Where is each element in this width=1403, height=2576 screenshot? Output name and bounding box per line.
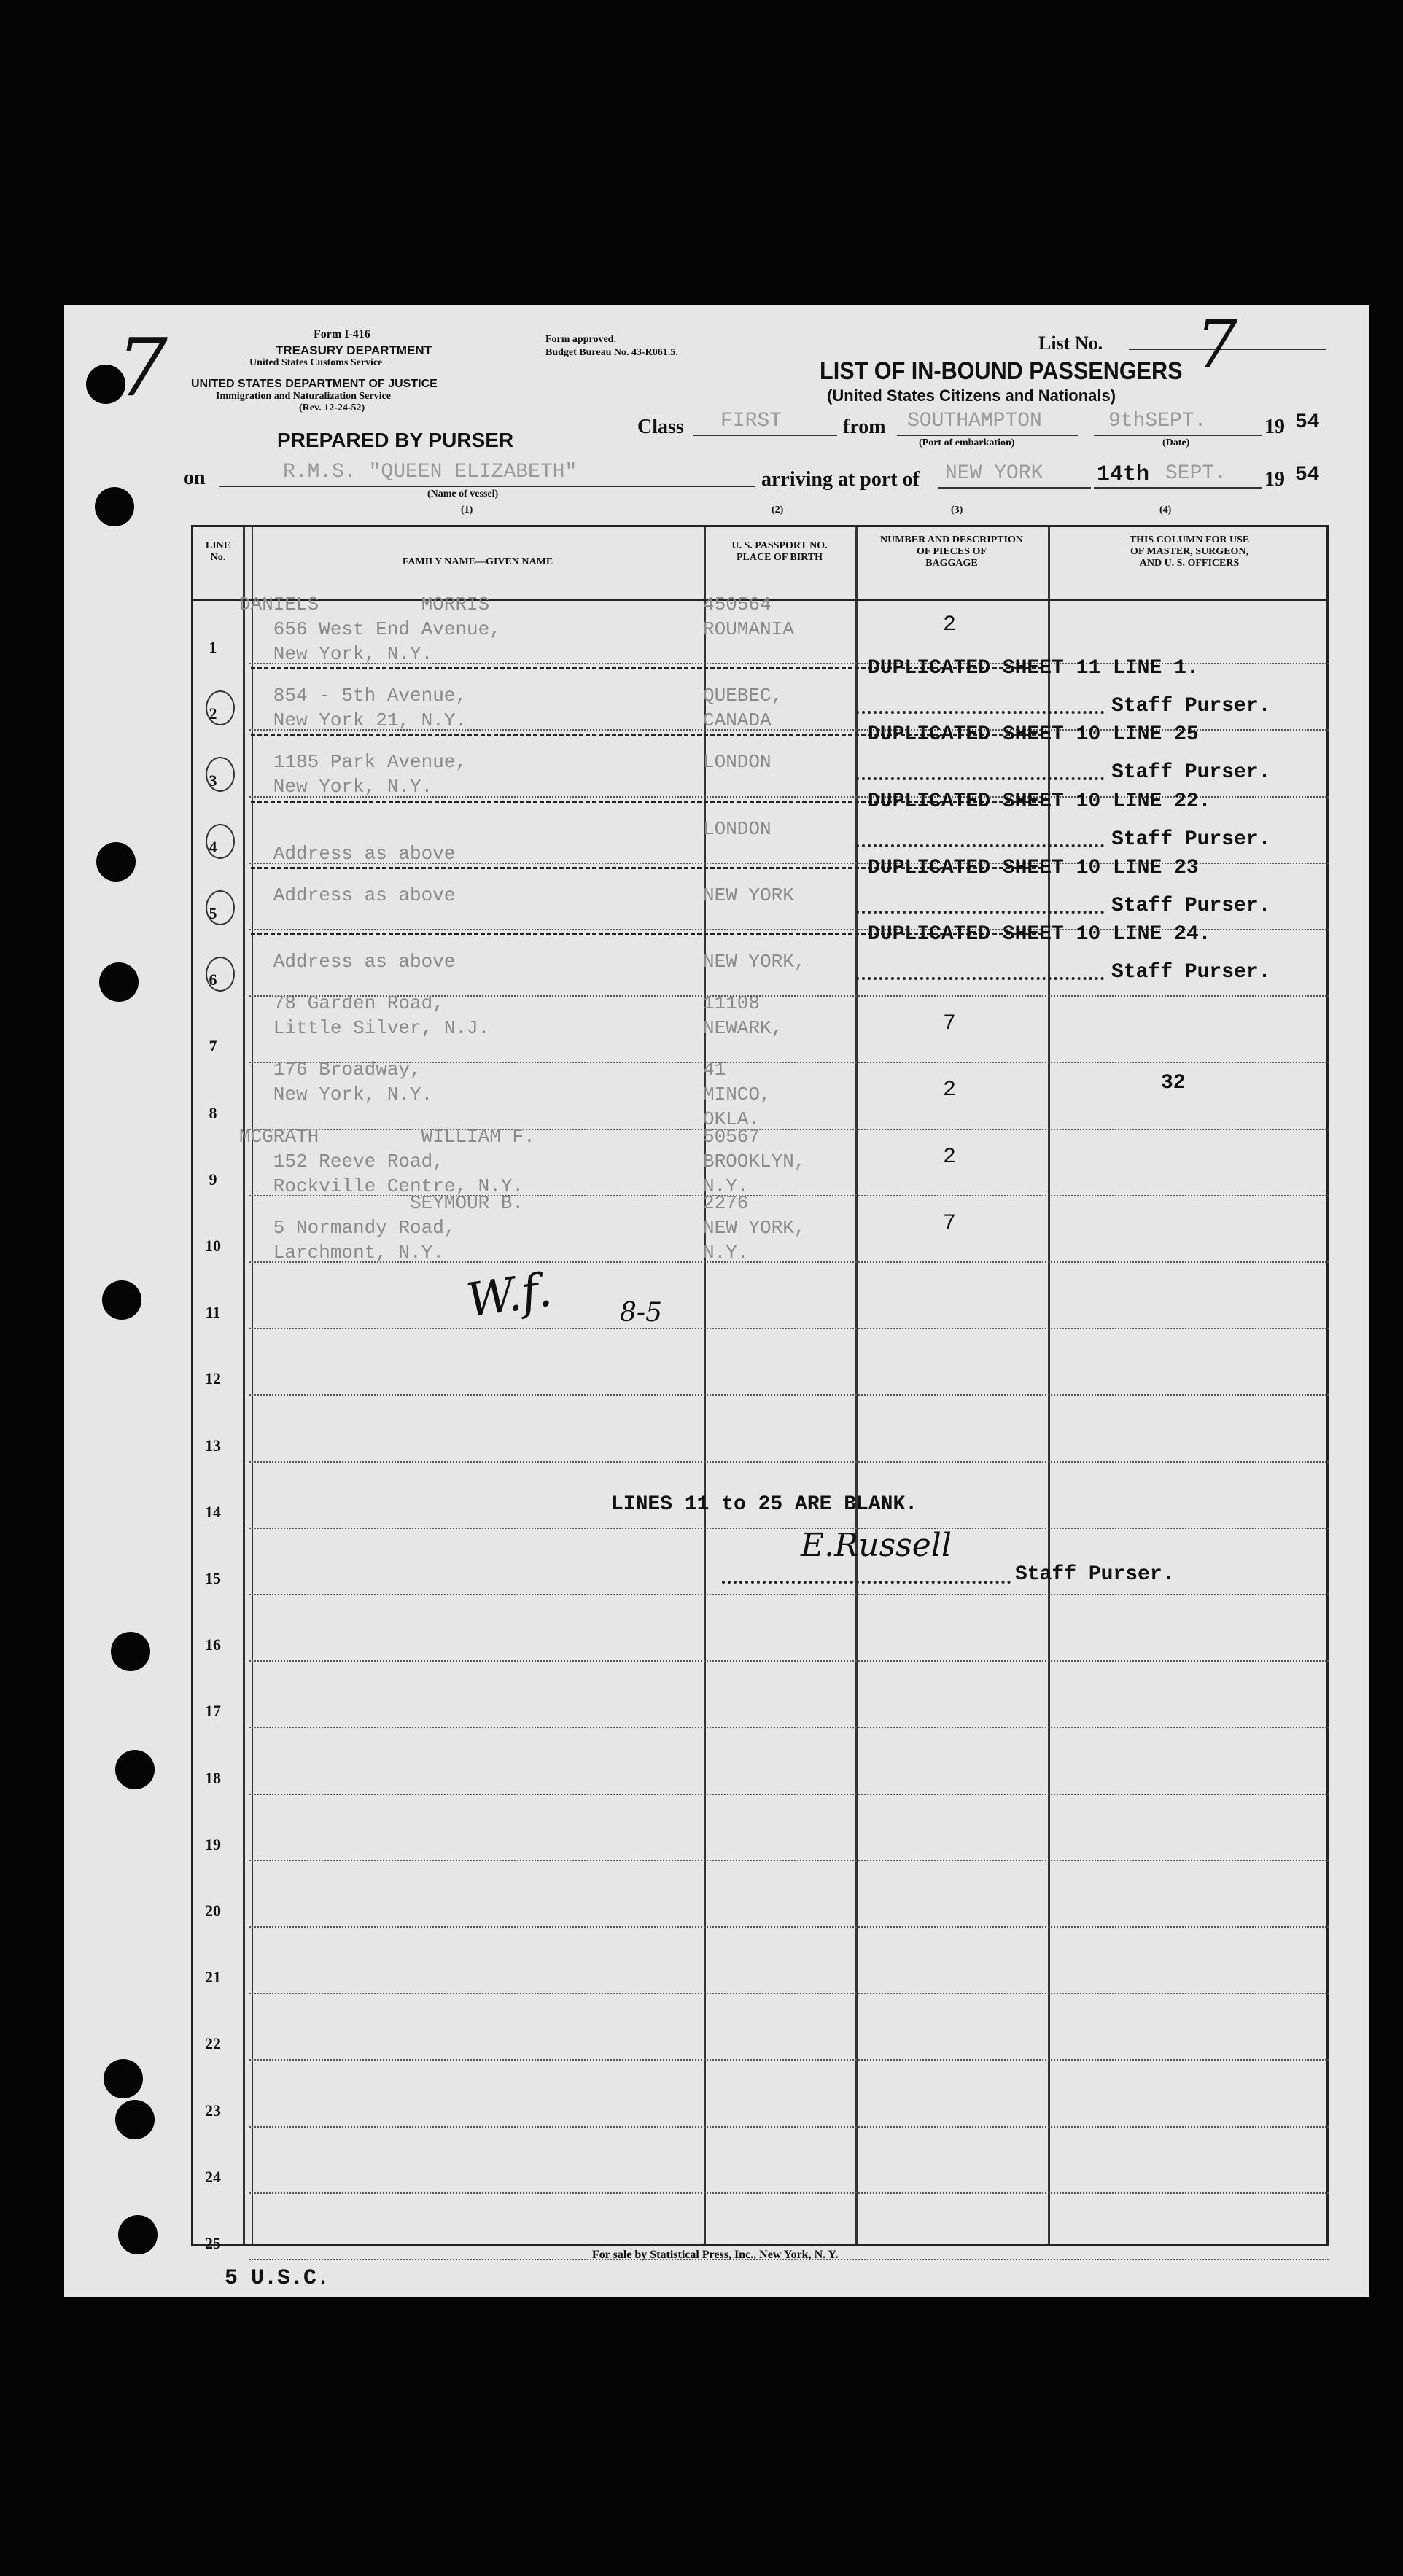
punch-hole [102, 1280, 141, 1320]
baggage-count: 7 [942, 1011, 956, 1037]
row-separator [249, 1328, 1329, 1329]
prepared-by: PREPARED BY PURSER [277, 429, 514, 451]
budget-bureau: Budget Bureau No. 43-R061.5. [545, 347, 678, 358]
baggage-count: 2 [942, 1144, 956, 1170]
row-separator [249, 2126, 1329, 2128]
row-separator [249, 1926, 1329, 1928]
line-number: 10 [205, 1237, 221, 1255]
arriving-label: arriving at port of [761, 468, 920, 491]
passenger-name-address: 176 Broadway, New York, N.Y. [273, 1059, 433, 1106]
passenger-name-address: Address as above [273, 884, 456, 906]
from-label: from [843, 416, 886, 438]
line-number: 20 [205, 1902, 221, 1920]
line-number: 25 [205, 2234, 221, 2252]
baggage-count: 7 [942, 1210, 956, 1236]
line-number: 19 [205, 1834, 221, 1853]
class-value: FIRST [720, 410, 782, 432]
punch-hole [118, 2215, 158, 2254]
col-header-baggage: NUMBER AND DESCRIPTION OF PIECES OF BAGGAGE [879, 534, 1024, 569]
passport-birthplace: LONDON [703, 751, 772, 774]
departure-date: 9thSEPT. [1108, 410, 1207, 432]
punch-hole [96, 842, 136, 882]
ins-service: Immigration and Naturalization Service [216, 391, 391, 402]
line-number: 7 [209, 1037, 217, 1056]
col-num-3: (3) [951, 505, 963, 515]
port-caption: (Port of embarkation) [919, 437, 1015, 448]
revision: (Rev. 12-24-52) [299, 402, 365, 413]
departure-year: 54 [1295, 411, 1320, 434]
staff-purser-sign: Staff Purser. [1111, 761, 1271, 785]
row-separator [249, 2059, 1329, 2061]
row-separator [249, 1528, 1329, 1529]
passenger-name-address: Address as above [273, 951, 456, 973]
line-number: 3 [209, 771, 217, 790]
passport-birthplace: 2276 NEW YORK, N.Y. [703, 1191, 806, 1264]
signature-dots [856, 977, 1104, 980]
row-separator [249, 1794, 1329, 1795]
customs-service: United States Customs Service [249, 357, 383, 368]
class-label: Class [637, 416, 684, 438]
form-title: LIST OF IN-BOUND PASSENGERS [820, 357, 1183, 385]
passport-birthplace: 41 MINCO, OKLA. [703, 1059, 772, 1131]
vessel-name: R.M.S. "QUEEN ELIZABETH" [283, 461, 578, 483]
arrival-year: 54 [1295, 464, 1320, 486]
row-separator [249, 1394, 1329, 1396]
line-number: 11 [205, 1303, 221, 1322]
passenger-name-address: Address as above [273, 842, 456, 865]
blank-staff-purser: Staff Purser. [1015, 1563, 1175, 1586]
row-separator [249, 1993, 1329, 1994]
treasury-dept: TREASURY DEPARTMENT [276, 343, 432, 357]
punch-hole [115, 1750, 155, 1789]
passenger-name-address: SEYMOUR B. 5 Normandy Road, Larchmont, N.Y. [273, 1191, 524, 1264]
officer-note: 8-5 [620, 1298, 662, 1328]
staff-purser-sign: Staff Purser. [1111, 961, 1271, 984]
signature-dots [856, 844, 1104, 847]
punch-hole [99, 962, 139, 1002]
col-header-officers: THIS COLUMN FOR USE OF MASTER, SURGEON, AND U. S. OFFICERS [1129, 534, 1250, 569]
punch-hole [104, 2059, 143, 2098]
passenger-name-address: MCGRATH WILLIAM F. 152 Reeve Road, Rockville Centre, N.Y. [239, 1125, 535, 1197]
form-number: Form I-416 [314, 328, 370, 341]
passport-birthplace: 50567 BROOKLYN, N.Y. [703, 1125, 806, 1197]
row-separator [249, 2192, 1329, 2194]
passport-birthplace: NEW YORK, [703, 951, 806, 973]
passenger-name-address: 1185 Park Avenue, New York, N.Y. [273, 751, 467, 798]
line-number: 24 [205, 2167, 221, 2186]
baggage-count: 2 [942, 1078, 956, 1103]
line-number: 9 [209, 1170, 217, 1188]
line-number: 5 [209, 904, 217, 922]
baggage-count: 2 [942, 612, 956, 637]
col-num-4: (4) [1159, 505, 1172, 515]
passport-birthplace: LONDON [703, 817, 772, 840]
col-header-name: FAMILY NAME—GIVEN NAME [402, 556, 553, 567]
line-number: 21 [205, 1968, 221, 1987]
staff-purser-sign: Staff Purser. [1111, 828, 1271, 851]
col-num-2: (2) [772, 505, 784, 515]
passenger-name-address: 854 - 5th Avenue, New York 21, N.Y. [273, 685, 467, 732]
vessel-caption: (Name of vessel) [427, 489, 499, 499]
line-number: 15 [205, 1569, 221, 1587]
passenger-name-address: DANIELS MORRIS 656 West End Avenue, New York, N.Y. [239, 594, 501, 665]
arrival-day: 14th [1097, 462, 1150, 487]
line-number: 14 [205, 1502, 221, 1521]
line-number: 4 [209, 837, 217, 856]
line-number: 12 [205, 1369, 221, 1388]
line-circle-mark [206, 690, 235, 725]
duplicated-note: DUPLICATED SHEET 10 LINE 23 [868, 856, 1199, 879]
punch-hole [115, 2100, 155, 2139]
justice-dept: UNITED STATES DEPARTMENT OF JUSTICE [191, 378, 438, 390]
row-separator [249, 1660, 1329, 1662]
form-approved: Form approved. [545, 334, 616, 345]
signature-dots [856, 777, 1104, 780]
row-separator [249, 1594, 1329, 1595]
row-separator [249, 1860, 1329, 1861]
arrival-port: NEW YORK [945, 462, 1043, 485]
duplicated-note: DUPLICATED SHEET 10 LINE 24. [868, 923, 1211, 946]
staff-purser-sign: Staff Purser. [1111, 894, 1271, 917]
corner-mark: 7 [117, 321, 168, 414]
year-prefix-2: 19 [1264, 468, 1285, 491]
passport-birthplace: QUEBEC, CANADA [703, 685, 783, 732]
line-number: 2 [209, 704, 217, 723]
list-number: 7 [1196, 306, 1238, 383]
year-prefix: 19 [1264, 416, 1285, 438]
duplicated-note: DUPLICATED SHEET 10 LINE 25 [868, 723, 1199, 747]
printer-note: For sale by Statistical Press, Inc., New York, N. Y. [592, 2249, 839, 2261]
line-number: 22 [205, 2034, 221, 2053]
arrival-month: SEPT. [1165, 462, 1227, 485]
signature-dots [856, 711, 1104, 714]
embarkation-port: SOUTHAMPTON [907, 410, 1042, 432]
col-header-passport: U. S. PASSPORT NO. PLACE OF BIRTH [731, 540, 828, 563]
form-subtitle: (United States Citizens and Nationals) [827, 386, 1116, 405]
passport-birthplace: 11108 NEWARK, [703, 992, 783, 1040]
signature-dots [856, 911, 1104, 914]
list-no-label: List No. [1038, 332, 1103, 354]
passport-birthplace: 450564 ROUMANIA [703, 594, 794, 640]
row-separator [249, 1461, 1329, 1463]
punch-hole [111, 1632, 150, 1671]
line-number: 13 [205, 1436, 221, 1455]
date-caption: (Date) [1162, 437, 1190, 448]
officer-initials: W.f. [463, 1263, 556, 1328]
line-number: 6 [209, 970, 217, 989]
blank-lines-note: LINES 11 to 25 ARE BLANK. [611, 1493, 918, 1516]
on-label: on [184, 467, 206, 489]
line-number: 18 [205, 1768, 221, 1787]
usc-stamp: 5 U.S.C. [225, 2266, 330, 2291]
punch-hole [95, 487, 134, 526]
line-circle-mark [206, 824, 235, 859]
col-header-line: LINE No. [205, 540, 231, 563]
staff-purser-sign: Staff Purser. [1111, 695, 1271, 718]
line-number: 8 [209, 1103, 217, 1122]
line-number: 17 [205, 1702, 221, 1721]
line-number: 1 [209, 638, 217, 657]
passenger-name-address: 78 Garden Road, Little Silver, N.J. [273, 992, 490, 1040]
line-circle-mark [206, 957, 235, 992]
officer-entry: 32 [1161, 1072, 1186, 1095]
passport-birthplace: NEW YORK [703, 884, 794, 906]
duplicated-note: DUPLICATED SHEET 11 LINE 1. [868, 657, 1199, 680]
line-number: 16 [205, 1635, 221, 1654]
line-number: 23 [205, 2101, 221, 2120]
duplicated-note: DUPLICATED SHEET 10 LINE 22. [868, 790, 1211, 813]
col-num-1: (1) [461, 505, 473, 515]
purser-signature: E.Russell [801, 1527, 952, 1564]
line-circle-mark [206, 890, 235, 925]
row-separator [249, 1727, 1329, 1728]
